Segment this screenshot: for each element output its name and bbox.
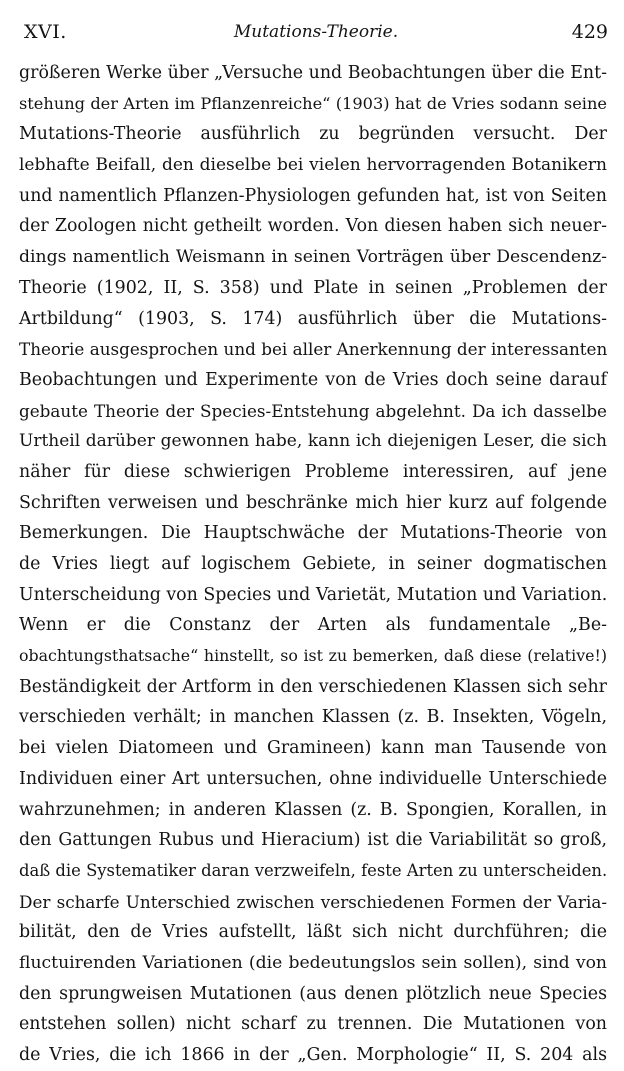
- text-line: obachtungsthatsache“ hinstellt, so ist zu bemerken, daß diese (relative!): [19, 646, 607, 666]
- text-line: de Vries liegt auf logischem Gebiete, in seiner dogmatischen: [19, 554, 607, 574]
- text-line: verschieden verhält; in manchen Klassen (z. B. Insekten, Vögeln,: [19, 707, 607, 728]
- text-line: Theorie (1902, II, S. 358) und Plate in seinen „Problemen der: [19, 277, 607, 298]
- text-line: Der scharfe Unterschied zwischen verschiedenen Formen der Varia-: [19, 891, 607, 912]
- text-line: Mutations-Theorie ausführlich zu begründen versucht. Der: [19, 124, 607, 145]
- text-line: daß die Systematiker daran verzweifeln, feste Arten zu unterscheiden.: [19, 860, 608, 880]
- text-line: Schriften verweisen und beschränke mich hier kurz auf folgende: [19, 492, 607, 513]
- text-line: wahrzunehmen; in anderen Klassen (z. B. Spongien, Korallen, in: [19, 799, 607, 820]
- text-line: und namentlich Pflanzen-Physiologen gefunden hat, ist von Seiten: [19, 185, 607, 206]
- text-line: Urtheil darüber gewonnen habe, kann ich diejenigen Leser, die sich: [19, 431, 607, 452]
- text-line: näher für diese schwierigen Probleme interessiren, auf jene: [19, 461, 607, 482]
- text-line: entstehen sollen) nicht scharf zu trennen. Die Mutationen von: [19, 1014, 607, 1035]
- text-line: Beständigkeit der Artform in den verschiedenen Klassen sich sehr: [19, 676, 607, 697]
- text-line: Unterscheidung von Species und Varietät, Mutation und Variation.: [19, 584, 608, 605]
- text-line: de Vries, die ich 1866 in der „Gen. Morphologie“ II, S. 204 als: [19, 1045, 607, 1065]
- text-line: Individuen einer Art untersuchen, ohne individuelle Unterschiede: [19, 768, 607, 789]
- text-line: den Gattungen Rubus und Hieracium) ist die Variabilität so groß,: [19, 830, 607, 851]
- text-line: fluctuirenden Variationen (die bedeutungslos sein sollen), sind von: [19, 952, 607, 973]
- text-line: Theorie ausgesprochen und bei aller Anerkennung der interessanten: [19, 339, 608, 360]
- text-line: stehung der Arten im Pflanzenreiche“ (1903) hat de Vries sodann seine: [19, 93, 607, 113]
- text-line: größeren Werke über „Versuche und Beobachtungen über die Ent-: [19, 63, 607, 83]
- body-text: [19, 58, 607, 1071]
- text-line: bei vielen Diatomeen und Gramineen) kann man Tausende von: [19, 738, 607, 759]
- text-line: gebaute Theorie der Species-Entstehung abgelehnt. Da ich dasselbe: [19, 400, 607, 421]
- text-line: lebhafte Beifall, den dieselbe bei vielen hervorragenden Botanikern: [19, 155, 607, 176]
- page-number: 429: [571, 21, 608, 43]
- chapter-number: XVI.: [24, 21, 67, 43]
- running-title: Mutations-Theorie.: [233, 22, 399, 42]
- text-line: den sprungweisen Mutationen (aus denen plötzlich neue Species: [19, 983, 607, 1004]
- text-line: Artbildung“ (1903, S. 174) ausführlich über die Mutations-: [19, 308, 607, 329]
- text-line: Beobachtungen und Experimente von de Vries doch seine darauf: [19, 369, 607, 390]
- running-header: [24, 14, 608, 44]
- text-line: dings namentlich Weismann in seinen Vorträgen über Descendenz-: [19, 247, 607, 268]
- text-line: der Zoologen nicht getheilt worden. Von diesen haben sich neuer-: [19, 216, 607, 237]
- text-line: bilität, den de Vries aufstellt, läßt sich nicht durchführen; die: [19, 922, 607, 943]
- text-line: Wenn er die Constanz der Arten als fundamentale „Be-: [19, 615, 607, 636]
- text-line: Bemerkungen. Die Hauptschwäche der Mutations-Theorie von: [19, 523, 607, 544]
